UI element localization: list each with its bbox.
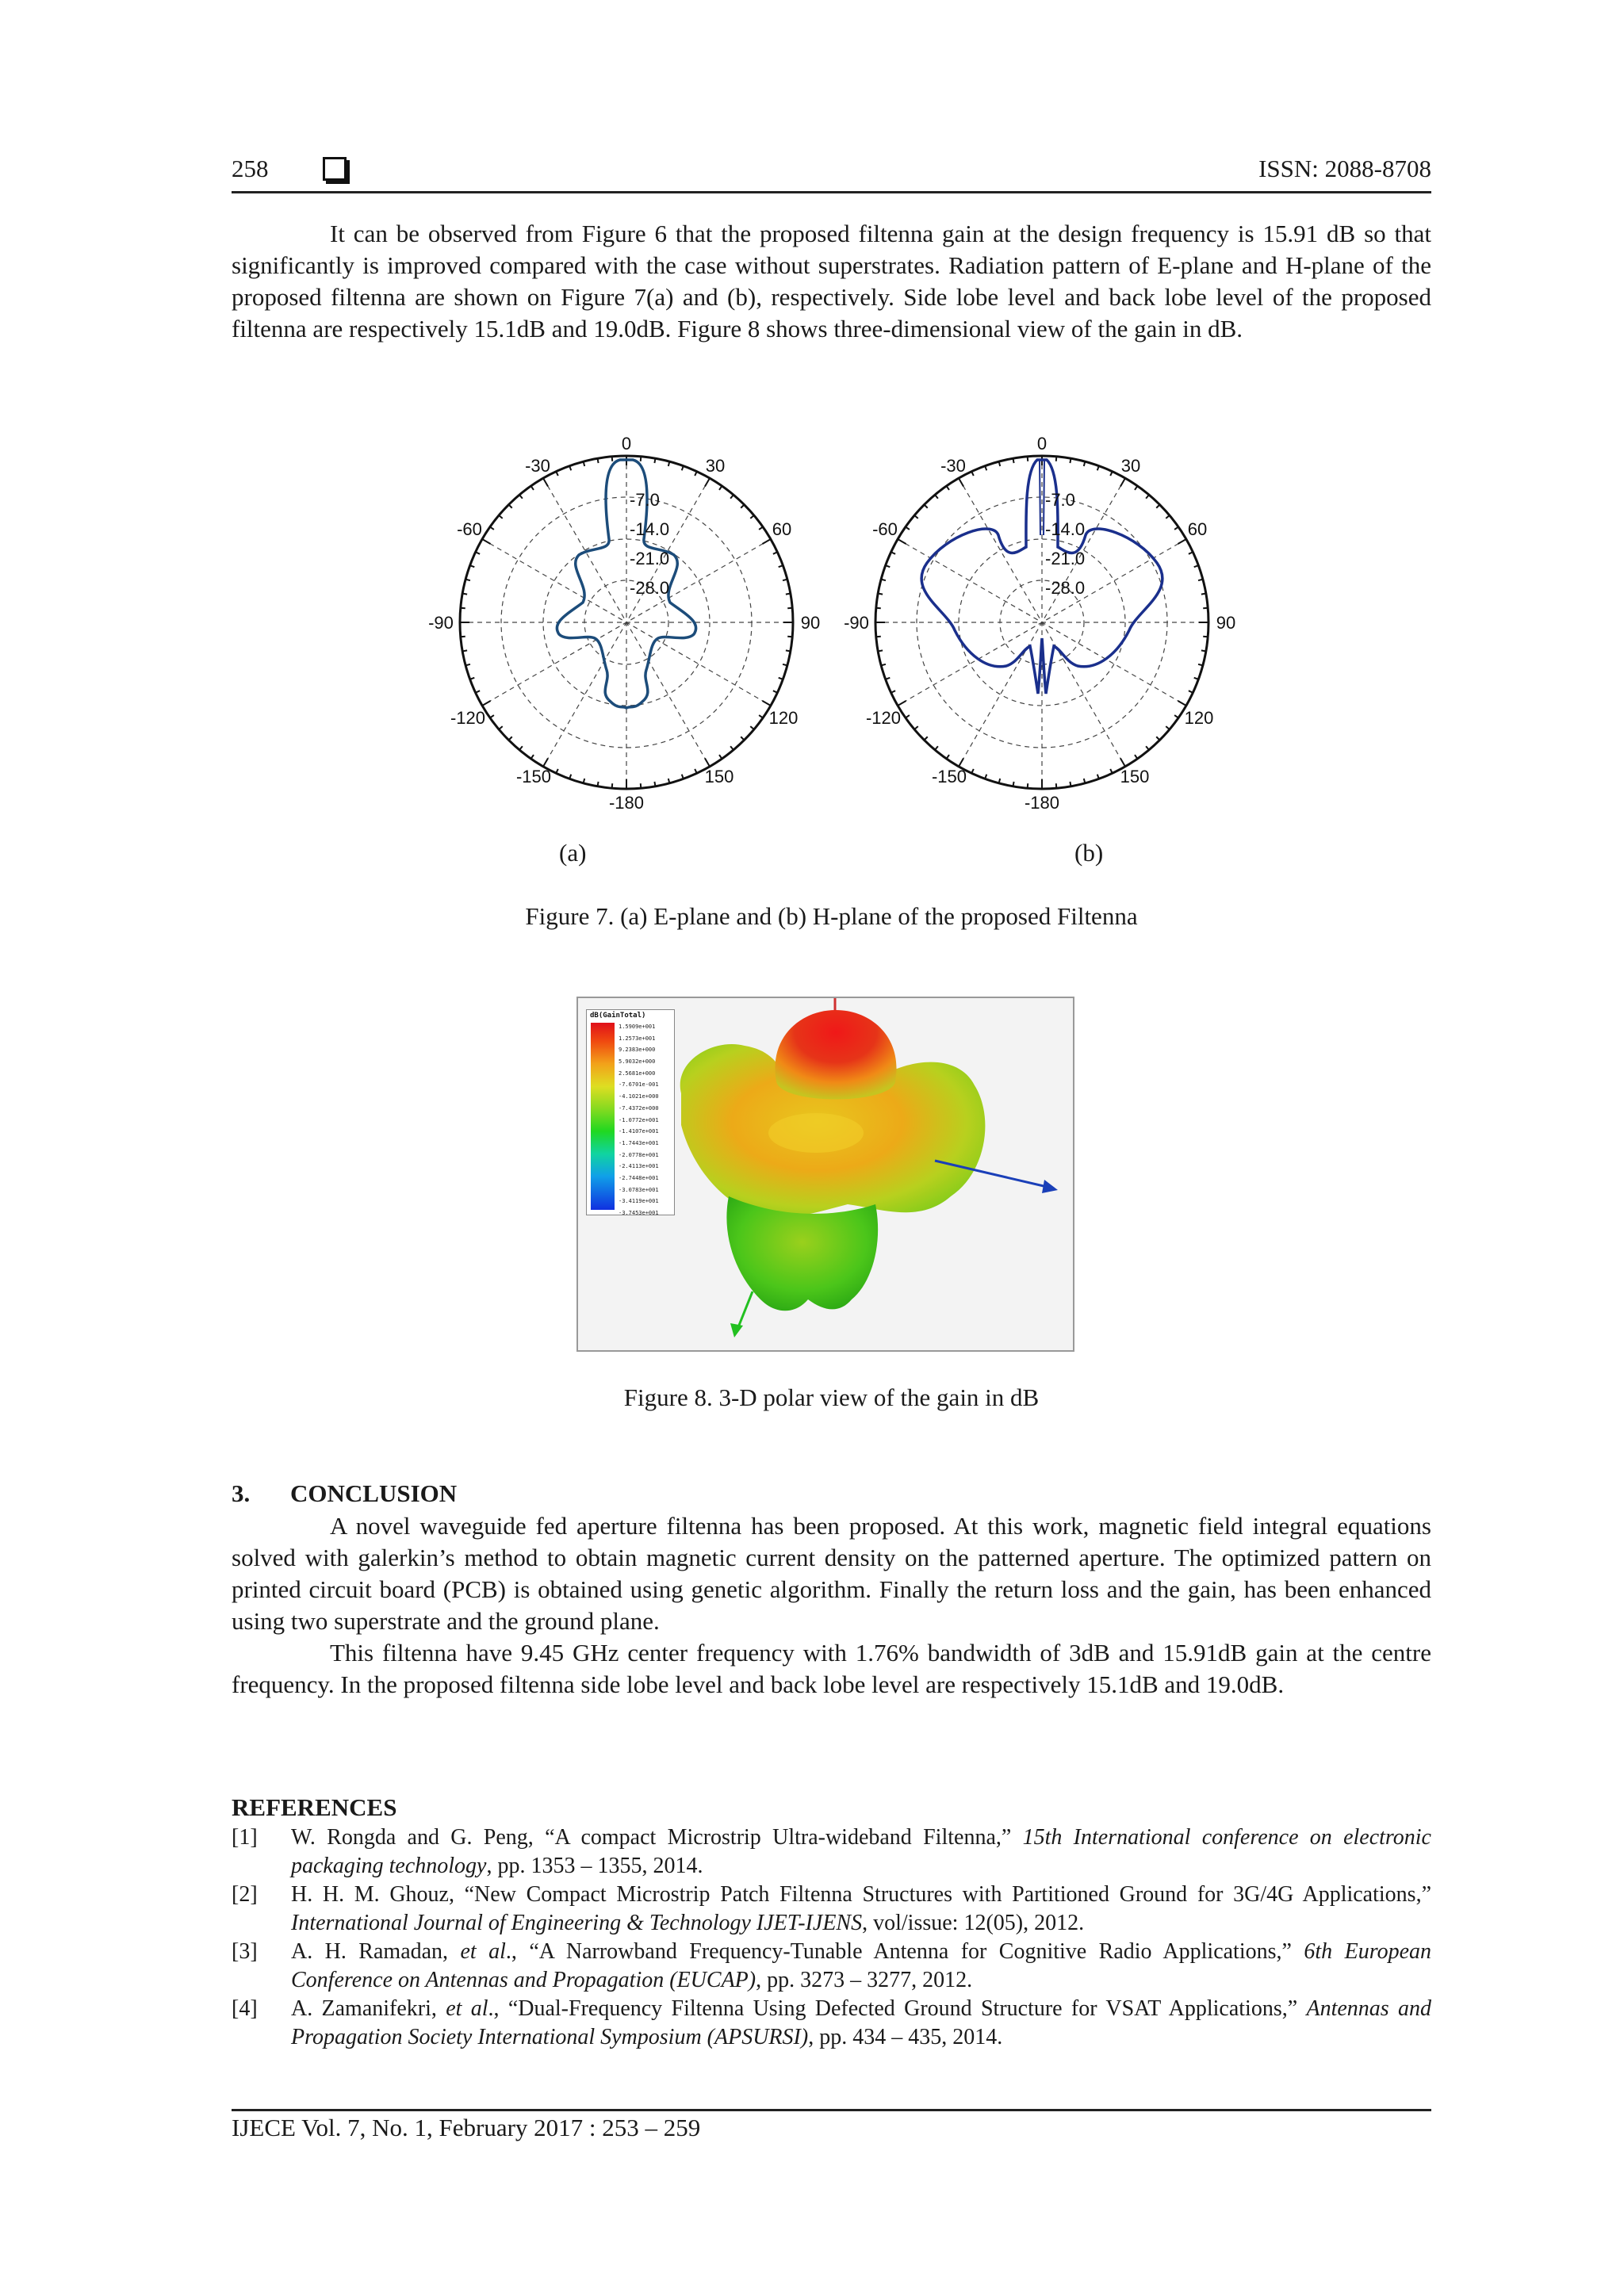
polar-tick bbox=[1178, 701, 1185, 706]
reference-venue: 6th European Conference on Antennas and Propagation (EUCAP) bbox=[291, 1939, 1431, 1992]
polar-tick bbox=[773, 552, 777, 554]
polar-tick bbox=[1120, 758, 1125, 766]
3d-back-lobes bbox=[726, 1196, 878, 1311]
polar-tick bbox=[730, 746, 733, 750]
reference-title: ., “A Narrowband Frequency-Tunable Antenna for Cognitive Radio Applications,” bbox=[505, 1939, 1304, 1964]
polar-tick bbox=[509, 737, 512, 740]
h-plane-main-lobe-core bbox=[1040, 460, 1044, 535]
subfigure-a-label: (a) bbox=[559, 839, 587, 867]
polar-tick bbox=[959, 478, 963, 486]
polar-tick bbox=[654, 782, 655, 786]
legend-value: 1.2573e+001 bbox=[619, 1035, 656, 1042]
page-header bbox=[232, 155, 1431, 194]
legend-value: -3.0783e+001 bbox=[619, 1186, 659, 1193]
polar-tick bbox=[1135, 755, 1137, 759]
legend-value: -1.0772e+001 bbox=[619, 1116, 659, 1123]
angle-label-minus90: -90 bbox=[844, 613, 869, 633]
issn: ISSN: 2088-8708 bbox=[1258, 155, 1431, 182]
polar-tick bbox=[519, 495, 523, 499]
polar-tick bbox=[499, 515, 503, 519]
conclusion-paragraph-2: This filtenna have 9.45 GHz center frequency with 1.76% bandwidth of 3dB and 15.91dB gain at the centre frequency. In the proposed filtenna side lobe level and back lobe level are respectively 15.1dB and 19.0dB. bbox=[232, 1639, 1431, 1698]
reference-details: , pp. 3273 – 3277, 2012. bbox=[756, 1968, 973, 1992]
polar-tick bbox=[1013, 458, 1014, 463]
polar-tick bbox=[1146, 495, 1149, 499]
radial-label-14: -14.0 bbox=[1045, 519, 1086, 539]
polar-tick bbox=[499, 726, 503, 729]
polar-tick bbox=[461, 608, 465, 609]
polar-tick bbox=[1189, 691, 1193, 693]
radial-label-7: -7.0 bbox=[630, 490, 660, 510]
figure7-caption: Figure 7. (a) E-plane and (b) H-plane of the proposed Filtenna bbox=[525, 902, 1138, 930]
radial-label-28: -28.0 bbox=[630, 578, 670, 598]
polar-tick bbox=[598, 458, 599, 463]
h-plane-polar-plot bbox=[844, 436, 1240, 809]
polar-tick bbox=[959, 758, 963, 766]
reference-number: [1] bbox=[232, 1825, 258, 1850]
references-title: REFERENCES bbox=[232, 1793, 397, 1821]
subfigure-b-label: (b) bbox=[1074, 839, 1104, 867]
polar-tick bbox=[891, 691, 895, 693]
y-axis-arrowhead-icon bbox=[730, 1323, 743, 1337]
polar-tick bbox=[719, 486, 722, 490]
angle-label-minus60: -60 bbox=[872, 519, 898, 539]
reference-et-al: et al bbox=[460, 1939, 506, 1964]
polar-tick bbox=[695, 472, 697, 476]
legend-value: -2.0778e+001 bbox=[619, 1151, 659, 1158]
polar-tick bbox=[1056, 783, 1057, 788]
polar-tick bbox=[786, 594, 791, 595]
angle-label-30: 30 bbox=[1120, 456, 1141, 476]
legend-title: dB(GainTotal) bbox=[590, 1012, 646, 1020]
reference-details: , pp. 1353 – 1355, 2014. bbox=[486, 1854, 703, 1878]
angle-label-0: 0 bbox=[1036, 436, 1048, 453]
3d-radiation-pattern-render bbox=[578, 998, 1073, 1350]
polar-tick bbox=[1156, 505, 1159, 508]
legend-value: -3.7453e+001 bbox=[619, 1210, 659, 1216]
angle-label-90: 90 bbox=[800, 613, 821, 633]
angle-label-minus30: -30 bbox=[525, 456, 550, 476]
polar-tick bbox=[1201, 650, 1206, 651]
polar-tick bbox=[925, 737, 928, 740]
polar-tick bbox=[476, 552, 480, 554]
radial-label-14: -14.0 bbox=[630, 519, 670, 539]
polar-tick bbox=[1174, 527, 1178, 530]
legend-value: -7.4372e+000 bbox=[619, 1104, 659, 1112]
legend-value: -7.6701e-001 bbox=[619, 1081, 659, 1089]
polar-tick bbox=[876, 608, 881, 609]
polar-tick bbox=[462, 594, 467, 595]
polar-tick bbox=[898, 539, 906, 544]
conclusion-title: CONCLUSION bbox=[290, 1479, 458, 1507]
polar-tick bbox=[762, 701, 770, 706]
x-axis-arrowhead-icon bbox=[1042, 1180, 1058, 1193]
polar-tick bbox=[612, 457, 613, 461]
polar-tick bbox=[906, 715, 910, 718]
polar-tick bbox=[1203, 608, 1208, 609]
polar-tick bbox=[531, 486, 534, 490]
polar-tick bbox=[914, 515, 918, 519]
legend-value: 1.5909e+001 bbox=[619, 1024, 656, 1030]
polar-tick bbox=[1013, 782, 1014, 786]
angle-label-minus180: -180 bbox=[1024, 793, 1060, 809]
angle-label-120: 120 bbox=[768, 708, 799, 728]
polar-tick bbox=[750, 515, 754, 519]
angle-label-30: 30 bbox=[705, 456, 726, 476]
reference-item bbox=[232, 1881, 1431, 1938]
angle-label-minus120: -120 bbox=[450, 708, 486, 728]
polar-tick bbox=[741, 505, 744, 508]
polar-tick bbox=[1110, 472, 1113, 476]
polar-tick bbox=[695, 769, 697, 773]
reference-et-al: et al bbox=[446, 1996, 488, 2021]
polar-tick bbox=[759, 527, 763, 530]
legend-value: 2.5681e+000 bbox=[619, 1070, 656, 1077]
polar-tick bbox=[543, 478, 548, 486]
polar-tick bbox=[759, 715, 763, 718]
polar-tick bbox=[971, 769, 974, 773]
angle-label-60: 60 bbox=[772, 519, 792, 539]
intro-paragraph: It can be observed from Figure 6 that the proposed filtenna gain at the design frequency is 15.91 dB so that significantly is improved compared with the case without superstrates. Radiation pattern of E-plane and H-plane of the proposed filtenna are shown on Figure 7(a) and (b), respectively. Side lobe level and back lobe level of the proposed filtenna are respectively 15.1dB and 19.0dB. Figure 8 shows three-dimensional view of the gain in dB. bbox=[232, 220, 1431, 342]
polar-tick bbox=[612, 783, 613, 788]
reference-item bbox=[232, 1938, 1431, 1995]
reference-number: [3] bbox=[232, 1939, 258, 1964]
polar-tick bbox=[914, 726, 918, 729]
polar-tick bbox=[1070, 458, 1071, 463]
polar-tick bbox=[947, 486, 949, 490]
reference-venue: Antennas and Propagation Society International Symposium (APSURSI) bbox=[291, 1996, 1431, 2049]
polar-tick bbox=[947, 755, 949, 759]
radial-label-21: -21.0 bbox=[630, 549, 670, 568]
figure8-3d-gain-plot bbox=[576, 997, 1074, 1352]
reference-authors: A. H. Ramadan, bbox=[291, 1939, 461, 1964]
e-plane-polar-plot bbox=[428, 436, 825, 809]
legend-value: -2.7448e+001 bbox=[619, 1174, 659, 1181]
header-rule bbox=[232, 191, 1431, 193]
polar-tick bbox=[935, 495, 938, 499]
polar-tick bbox=[654, 458, 655, 463]
polar-tick bbox=[705, 478, 710, 486]
conclusion-number: 3. bbox=[232, 1479, 251, 1507]
reference-item bbox=[232, 1995, 1431, 2052]
polar-tick bbox=[462, 650, 467, 651]
polar-tick bbox=[509, 505, 512, 508]
polar-tick bbox=[556, 769, 558, 773]
polar-tick bbox=[1056, 457, 1057, 461]
polar-tick bbox=[1174, 715, 1178, 718]
polar-tick bbox=[891, 552, 895, 554]
3d-highlight bbox=[768, 1113, 864, 1153]
polar-tick bbox=[490, 527, 494, 530]
footer-rule bbox=[232, 2109, 1431, 2111]
polar-tick bbox=[1146, 746, 1149, 750]
conclusion-body bbox=[232, 1510, 1431, 1701]
polar-tick bbox=[719, 755, 722, 759]
polar-tick bbox=[935, 746, 938, 750]
polar-tick bbox=[1120, 478, 1125, 486]
polar-tick bbox=[750, 726, 754, 729]
radial-label-28: -28.0 bbox=[1045, 578, 1086, 598]
reference-details: , pp. 434 – 435, 2014. bbox=[808, 2025, 1003, 2049]
page-footer: IJECE Vol. 7, No. 1, February 2017 : 253 – 259 bbox=[232, 2114, 701, 2141]
legend-value: 9.2383e+000 bbox=[619, 1047, 656, 1054]
polar-tick bbox=[1135, 486, 1137, 490]
angle-label-90: 90 bbox=[1216, 613, 1236, 633]
polar-tick bbox=[1178, 539, 1185, 544]
legend-value: -2.4113e+001 bbox=[619, 1163, 659, 1170]
angle-label-150: 150 bbox=[704, 767, 734, 786]
reference-authors: A. Zamanifekri, bbox=[291, 1996, 446, 2021]
reference-details: , vol/issue: 12(05), 2012. bbox=[862, 1911, 1085, 1935]
angle-label-120: 120 bbox=[1184, 708, 1214, 728]
polar-tick bbox=[531, 755, 534, 759]
reference-venue: 15th International conference on electronic packaging technology bbox=[291, 1825, 1431, 1878]
polar-tick bbox=[787, 608, 792, 609]
angle-label-minus90: -90 bbox=[428, 613, 454, 633]
legend-value: -3.4119e+001 bbox=[619, 1198, 659, 1205]
reference-authors-title: W. Rongda and G. Peng, “A compact Microstrip Ultra-wideband Filtenna,” bbox=[291, 1825, 1023, 1850]
polar-tick bbox=[1166, 726, 1170, 729]
polar-tick bbox=[773, 691, 777, 693]
legend-value: -1.4107e+001 bbox=[619, 1128, 659, 1135]
polar-tick bbox=[641, 783, 642, 788]
polar-tick bbox=[490, 715, 494, 718]
radial-label-21: -21.0 bbox=[1045, 549, 1086, 568]
reference-title: ., “Dual-Frequency Filtenna Using Defected Ground Structure for VSAT Applications,” bbox=[488, 1996, 1307, 2021]
page-number: 258 bbox=[232, 155, 269, 182]
angle-label-minus150: -150 bbox=[931, 767, 967, 786]
angle-label-minus180: -180 bbox=[608, 793, 645, 809]
reference-number: [4] bbox=[232, 1996, 258, 2021]
legend-value: -1.7443e+001 bbox=[619, 1139, 659, 1146]
polar-tick bbox=[898, 701, 906, 706]
polar-tick bbox=[878, 650, 883, 651]
polar-tick bbox=[598, 782, 599, 786]
polar-tick bbox=[925, 505, 928, 508]
legend-value: 5.9032e+000 bbox=[619, 1058, 656, 1066]
reference-authors-title: H. H. M. Ghouz, “New Compact Microstrip Patch Filtenna Structures with Partitioned Ground for 3G/4G Applications,” bbox=[291, 1882, 1431, 1907]
polar-tick bbox=[1070, 782, 1071, 786]
polar-tick bbox=[519, 746, 523, 750]
angle-label-60: 60 bbox=[1187, 519, 1208, 539]
polar-tick bbox=[482, 701, 490, 706]
legend-value: -4.1021e+000 bbox=[619, 1093, 659, 1100]
polar-tick bbox=[1189, 552, 1193, 554]
reference-venue: International Journal of Engineering & Technology IJET-IJENS bbox=[291, 1911, 863, 1935]
polar-tick bbox=[762, 539, 770, 544]
conclusion-paragraph-1: A novel waveguide fed aperture filtenna has been proposed. At this work, magnetic field integral equations solved with galerkin’s method to obtain magnetic current density on the patterned aperture. The optimized pattern on printed circuit board (PCB) is obtained using genetic algorithm. Finally the return loss and the gain, has been enhanced using two superstrate and the ground plane. bbox=[232, 1512, 1431, 1635]
polar-tick bbox=[1166, 515, 1170, 519]
polar-tick bbox=[730, 495, 733, 499]
reference-number: [2] bbox=[232, 1882, 258, 1907]
angle-label-0: 0 bbox=[621, 436, 632, 453]
radial-label-7: -7.0 bbox=[1045, 490, 1075, 510]
polar-tick bbox=[971, 472, 974, 476]
reference-item bbox=[232, 1823, 1431, 1881]
figure8-caption: Figure 8. 3-D polar view of the gain in dB bbox=[623, 1383, 1040, 1411]
polar-tick bbox=[556, 472, 558, 476]
polar-tick bbox=[482, 539, 490, 544]
angle-label-150: 150 bbox=[1120, 767, 1150, 786]
polar-tick bbox=[786, 650, 791, 651]
3d-main-lobe bbox=[775, 1010, 896, 1100]
polar-tick bbox=[543, 758, 548, 766]
polar-tick bbox=[741, 737, 744, 740]
angle-label-minus120: -120 bbox=[865, 708, 902, 728]
polar-tick bbox=[878, 594, 883, 595]
angle-label-minus30: -30 bbox=[940, 456, 966, 476]
polar-tick bbox=[1201, 594, 1206, 595]
polar-tick bbox=[906, 527, 910, 530]
polar-tick bbox=[1156, 737, 1159, 740]
polar-tick bbox=[476, 691, 480, 693]
polar-tick bbox=[705, 758, 710, 766]
angle-label-minus60: -60 bbox=[457, 519, 482, 539]
checkbox-square-icon bbox=[323, 157, 347, 181]
angle-label-minus150: -150 bbox=[515, 767, 552, 786]
polar-tick bbox=[641, 457, 642, 461]
polar-tick bbox=[1110, 769, 1113, 773]
e-plane-pattern-curve bbox=[557, 460, 695, 708]
